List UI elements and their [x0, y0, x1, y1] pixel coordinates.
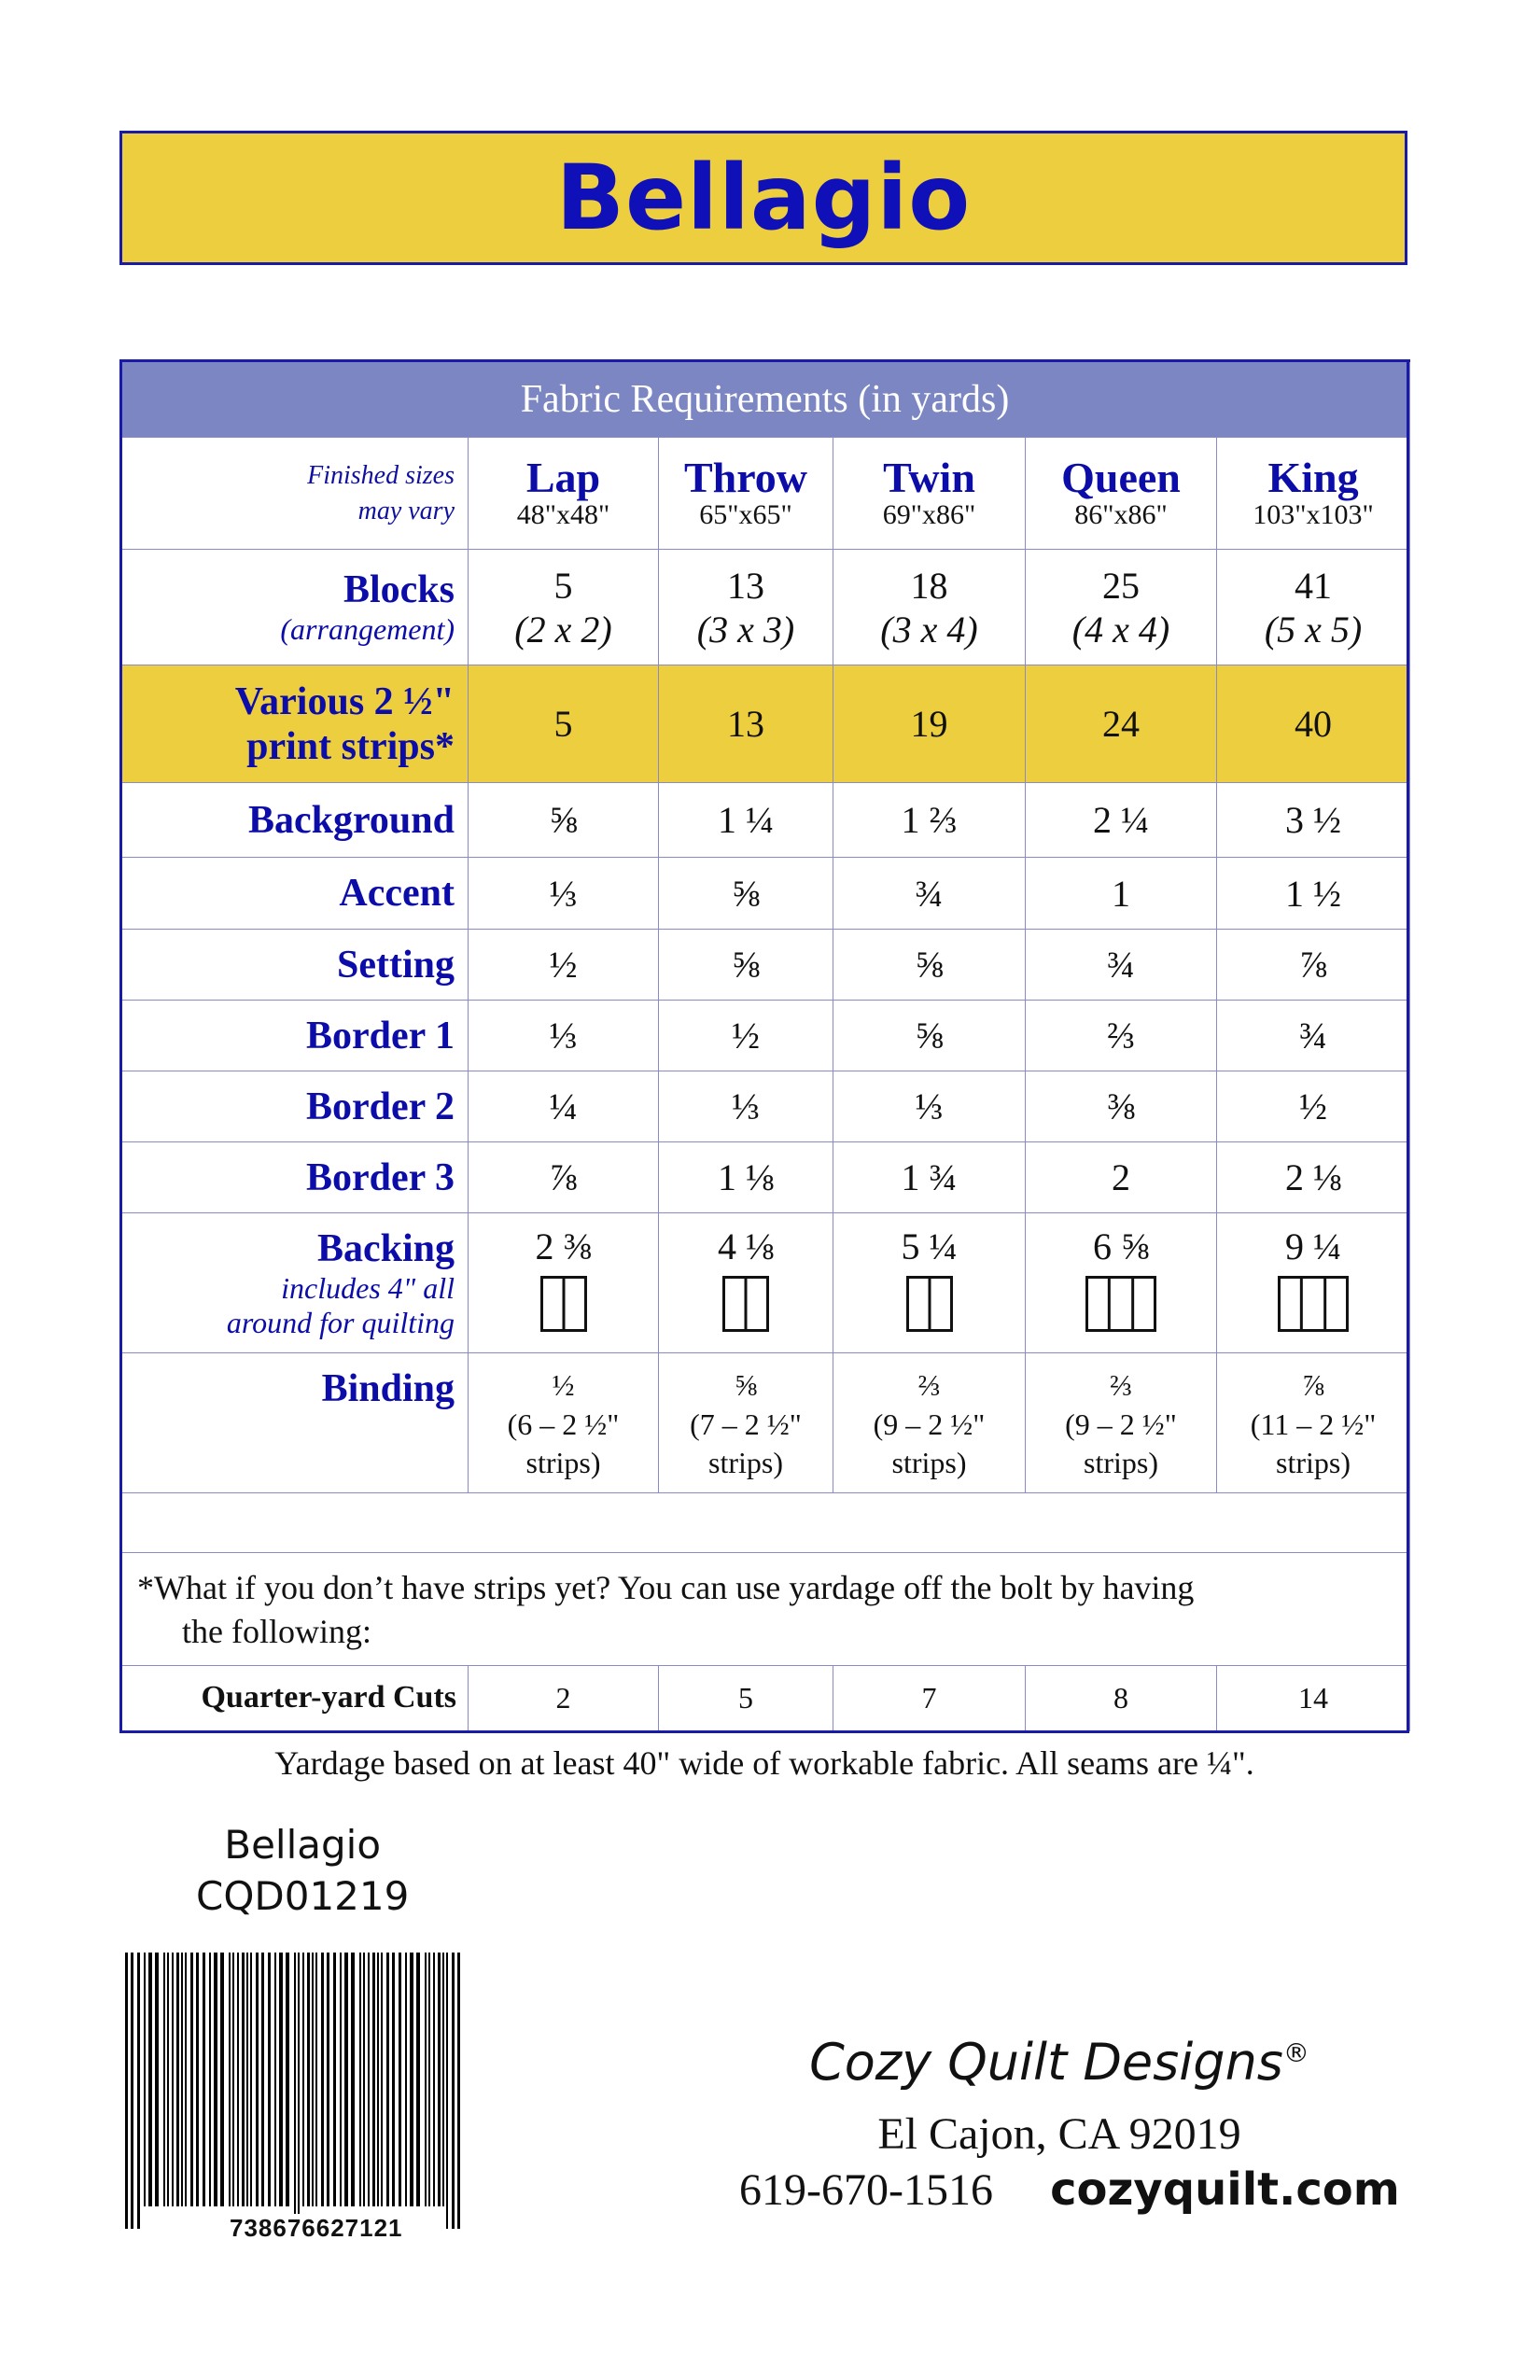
block-arrangement: (3 x 4): [880, 608, 978, 651]
table-cell: [833, 1213, 1026, 1353]
table-cell: 5: [469, 665, 659, 783]
barcode-bar: [137, 1953, 140, 2229]
binding-strips: strips): [1084, 1446, 1158, 1480]
table-cell: ⅝: [469, 783, 659, 858]
product-info: [196, 1820, 409, 1922]
size-dimensions: 103"x103": [1253, 498, 1374, 530]
barcode-bar: [457, 1953, 460, 2229]
block-count: 13: [727, 564, 764, 607]
backing-yardage: 2 ⅜: [535, 1225, 592, 1267]
size-dimensions: 69"x86": [882, 498, 976, 530]
barcode-bar: [438, 1953, 441, 2206]
binding-yardage: ⅝: [735, 1368, 757, 1402]
backing-yardage: 4 ⅛: [718, 1225, 774, 1267]
barcode-bar: [167, 1953, 169, 2206]
sizes-row: [120, 438, 1410, 550]
table-cell: ¾: [833, 858, 1026, 930]
binding-yardage: ⅔: [1110, 1368, 1132, 1402]
table-header: Fabric Requirements (in yards): [120, 361, 1410, 438]
barcode-bar: [368, 1953, 370, 2206]
barcode-bar: [372, 1953, 375, 2206]
barcode-bar: [433, 1953, 435, 2206]
barcode-bar: [232, 1953, 234, 2206]
backing-label: [120, 1213, 469, 1353]
binding-strips: (6 – 2 ½": [507, 1407, 620, 1441]
barcode-bar: [452, 1953, 455, 2229]
barcode-bar: [155, 1953, 159, 2206]
title-banner: [119, 131, 1407, 265]
barcode-bar: [381, 1953, 383, 2206]
barcode-bar: [256, 1953, 259, 2206]
table-row: [120, 783, 1410, 858]
binding-strips: (9 – 2 ½": [1065, 1407, 1177, 1441]
size-note-line: may vary: [357, 496, 455, 525]
row-sublabel: includes 4" all: [281, 1271, 455, 1305]
binding-strips: (7 – 2 ½": [690, 1407, 802, 1441]
row-label: Backing: [316, 1227, 455, 1270]
barcode-bar: [386, 1953, 389, 2206]
strips-label: [120, 665, 469, 783]
backing-diagram: [540, 1276, 587, 1332]
barcode-bar: [196, 1953, 199, 2206]
block-count: 5: [553, 564, 573, 607]
table-cell: ⅝: [833, 1001, 1026, 1071]
barcode-bar: [392, 1953, 395, 2206]
barcode-bar: [351, 1953, 355, 2206]
size-name: Lap: [525, 453, 601, 501]
table-cell: ¾: [1026, 930, 1217, 1001]
table-cell: ⅓: [469, 858, 659, 930]
table-cell: [659, 1213, 833, 1353]
barcode-bar: [363, 1953, 365, 2206]
row-label: Background: [120, 783, 469, 858]
barcode-bar: [286, 1953, 289, 2206]
footnote-line: the following:: [182, 1612, 371, 1650]
barcode-bar: [321, 1953, 324, 2206]
empty-cell: [120, 1493, 1410, 1553]
barcode-bar: [442, 1953, 444, 2206]
registered-mark: ®: [1282, 2037, 1309, 2068]
blocks-label: [120, 550, 469, 665]
binding-strips: strips): [891, 1446, 967, 1480]
finished-sizes-note: [120, 438, 469, 550]
footnote-line: *What if you don’t have strips yet? You can use yardage off the bolt by having: [137, 1569, 1195, 1606]
pattern-title: Bellagio: [555, 146, 972, 250]
row-label: Various 2 ½": [234, 679, 455, 723]
backing-diagram: [906, 1276, 953, 1332]
binding-yardage: ⅞: [1302, 1368, 1325, 1402]
barcode-bar: [344, 1953, 348, 2206]
row-label: Binding: [120, 1353, 469, 1493]
barcode-bar: [279, 1953, 283, 2206]
barcode-bar: [229, 1953, 231, 2206]
table-cell: 1 ½: [1217, 858, 1410, 930]
barcode-bar: [220, 1953, 224, 2206]
block-count: 25: [1102, 564, 1140, 607]
company-name: Cozy Quilt Designs: [809, 2033, 1283, 2092]
row-label: Quarter-yard Cuts: [120, 1665, 469, 1730]
block-arrangement: (2 x 2): [514, 608, 612, 651]
barcode-bar: [209, 1953, 211, 2206]
blocks-row: [120, 550, 1410, 665]
barcode-bar: [144, 1953, 146, 2206]
product-name: Bellagio: [224, 1822, 382, 1868]
barcode-bar: [416, 1953, 420, 2206]
size-twin: [833, 438, 1026, 550]
barcode-bar: [307, 1953, 310, 2206]
footnote: [120, 1553, 1410, 1666]
table-cell: ⅝: [659, 858, 833, 930]
table-cell: [1026, 550, 1217, 665]
table-row: [120, 858, 1410, 930]
table-cell: ⅓: [469, 1001, 659, 1071]
size-name: Throw: [683, 453, 808, 501]
barcode-bar: [327, 1953, 329, 2206]
barcode-bar: [125, 1953, 128, 2229]
product-code: CQD01219: [196, 1872, 410, 1919]
table-cell: 5: [659, 1665, 833, 1730]
row-sublabel: (arrangement): [280, 612, 455, 646]
backing-yardage: 6 ⅝: [1093, 1225, 1149, 1267]
size-name: Twin: [883, 453, 975, 501]
table-cell: 1 ⅛: [659, 1142, 833, 1213]
table-cell: ⅓: [833, 1071, 1026, 1142]
backing-yardage: 5 ¼: [901, 1225, 958, 1267]
table-row: [120, 930, 1410, 1001]
binding-strips: strips): [708, 1446, 783, 1480]
table-cell: 2 ¼: [1026, 783, 1217, 858]
table-cell: [1217, 1353, 1410, 1493]
yardage-note: Yardage based on at least 40" wide of workable fabric. All seams are ¼".: [274, 1744, 1254, 1782]
size-dimensions: 48"x48": [516, 498, 610, 530]
barcode-bar: [359, 1953, 361, 2206]
backing-row: [120, 1213, 1410, 1353]
size-king: [1217, 438, 1410, 550]
barcode-bar: [185, 1953, 187, 2206]
company-block: [737, 2033, 1381, 2160]
barcode-bar: [312, 1953, 314, 2206]
barcode-bar: [428, 1953, 430, 2206]
barcode: [123, 1953, 525, 2229]
size-queen: [1026, 438, 1217, 550]
barcode-bar: [333, 1953, 336, 2206]
size-dimensions: 86"x86": [1074, 498, 1168, 530]
table-cell: 7: [833, 1665, 1026, 1730]
backing-diagram: [1278, 1276, 1349, 1332]
row-label: Accent: [120, 858, 469, 930]
row-sublabel: around for quilting: [226, 1306, 455, 1339]
binding-strips: strips): [1276, 1446, 1351, 1480]
company-website: cozyquilt.com: [1050, 2163, 1400, 2216]
table-cell: [659, 1353, 833, 1493]
block-arrangement: (4 x 4): [1071, 608, 1170, 651]
size-note-line: Finished sizes: [307, 460, 455, 490]
table-cell: 1 ¾: [833, 1142, 1026, 1213]
table-cell: ½: [659, 1001, 833, 1071]
barcode-bar: [250, 1953, 252, 2206]
table-cell: 2: [1026, 1142, 1217, 1213]
barcode-bar: [399, 1953, 401, 2206]
table-cell: 3 ½: [1217, 783, 1410, 858]
barcode-bar: [246, 1953, 248, 2206]
barcode-bar: [268, 1953, 271, 2206]
barcode-bar: [190, 1953, 193, 2206]
barcode-bar: [203, 1953, 205, 2206]
table-row: [120, 1001, 1410, 1071]
block-count: 41: [1295, 564, 1333, 607]
row-label: Border 1: [120, 1001, 469, 1071]
table-cell: [1026, 1353, 1217, 1493]
barcode-bar: [131, 1953, 133, 2229]
barcode-bar: [405, 1953, 407, 2206]
table-cell: [1217, 1213, 1410, 1353]
footnote-row: [120, 1553, 1410, 1666]
binding-strips: (11 – 2 ½": [1250, 1407, 1377, 1441]
table-cell: [659, 550, 833, 665]
table-cell: ⅔: [1026, 1001, 1217, 1071]
barcode-bar: [242, 1953, 245, 2206]
table-cell: [469, 550, 659, 665]
fabric-requirements-table: [119, 359, 1410, 1731]
backing-panel-outline: [1087, 1278, 1155, 1331]
barcode-bar: [176, 1953, 179, 2206]
table-cell: ⅞: [469, 1142, 659, 1213]
size-lap: [469, 438, 659, 550]
block-count: 18: [910, 564, 948, 607]
table-cell: 2: [469, 1665, 659, 1730]
table-cell: [1217, 550, 1410, 665]
row-label: Border 2: [120, 1071, 469, 1142]
barcode-bar: [163, 1953, 165, 2206]
table-row: [120, 1142, 1410, 1213]
barcode-bar: [315, 1953, 317, 2206]
block-arrangement: (3 x 3): [696, 608, 795, 651]
table-cell: [469, 1353, 659, 1493]
table-cell: ⅞: [1217, 930, 1410, 1001]
barcode-bar: [302, 1953, 304, 2206]
barcode-bar: [425, 1953, 427, 2206]
barcode-bar: [377, 1953, 379, 2206]
table-row: [120, 1071, 1410, 1142]
table-cell: 40: [1217, 665, 1410, 783]
table-cell: [469, 1213, 659, 1353]
table-cell: [833, 1353, 1026, 1493]
block-arrangement: (5 x 5): [1264, 608, 1363, 651]
size-name: King: [1267, 453, 1359, 501]
backing-yardage: 9 ¼: [1285, 1225, 1342, 1267]
barcode-bar: [181, 1953, 183, 2206]
barcode-bar: [214, 1953, 217, 2206]
binding-row: [120, 1353, 1410, 1493]
barcode-bar: [410, 1953, 413, 2206]
table-cell: ⅝: [659, 930, 833, 1001]
row-label: Blocks: [343, 568, 455, 611]
company-phone: 619-670-1516: [739, 2165, 993, 2215]
table-cell: ⅜: [1026, 1071, 1217, 1142]
row-label: Border 3: [120, 1142, 469, 1213]
table-cell: [1026, 1213, 1217, 1353]
table-cell: 1 ⅔: [833, 783, 1026, 858]
binding-yardage: ⅔: [917, 1368, 941, 1402]
contact-line: [739, 2163, 1411, 2216]
size-throw: [659, 438, 833, 550]
binding-yardage: ½: [552, 1368, 575, 1402]
barcode-bar: [261, 1953, 264, 2206]
backing-diagram: [722, 1276, 769, 1332]
table-cell: 19: [833, 665, 1026, 783]
barcode-bar: [446, 1953, 448, 2229]
table-cell: 14: [1217, 1665, 1410, 1730]
table-cell: ⅓: [659, 1071, 833, 1142]
table-cell: 13: [659, 665, 833, 783]
spacer-row: [120, 1493, 1410, 1553]
quarter-yard-row: [120, 1665, 1410, 1730]
barcode-bar: [298, 1953, 300, 2229]
row-label: print strips*: [246, 724, 455, 768]
barcode-bar: [294, 1953, 296, 2229]
barcode-bar: [172, 1953, 174, 2206]
table-cell: ⅝: [833, 930, 1026, 1001]
barcode-bar: [274, 1953, 276, 2206]
table-cell: ½: [1217, 1071, 1410, 1142]
barcode-bar: [340, 1953, 342, 2206]
barcode-bar: [148, 1953, 152, 2206]
backing-diagram: [1085, 1276, 1156, 1332]
binding-strips: (9 – 2 ½": [873, 1407, 986, 1441]
size-dimensions: 65"x65": [699, 498, 792, 530]
barcode-bar: [237, 1953, 239, 2206]
table-cell: 8: [1026, 1665, 1217, 1730]
strips-row: [120, 665, 1410, 783]
company-logo: [737, 2033, 1381, 2092]
table-cell: 2 ⅛: [1217, 1142, 1410, 1213]
table-cell: ½: [469, 930, 659, 1001]
backing-panel-outline: [1280, 1278, 1348, 1331]
table-cell: [833, 550, 1026, 665]
table-cell: 1: [1026, 858, 1217, 930]
size-name: Queen: [1061, 453, 1181, 501]
table-cell: 24: [1026, 665, 1217, 783]
table-cell: ¾: [1217, 1001, 1410, 1071]
binding-strips: strips): [525, 1446, 601, 1480]
table-cell: ¼: [469, 1071, 659, 1142]
table-header-row: [120, 361, 1410, 438]
table-cell: 1 ¼: [659, 783, 833, 858]
upc-number: 738676627121: [226, 2214, 407, 2243]
row-label: Setting: [120, 930, 469, 1001]
company-address: El Cajon, CA 92019: [877, 2109, 1241, 2159]
